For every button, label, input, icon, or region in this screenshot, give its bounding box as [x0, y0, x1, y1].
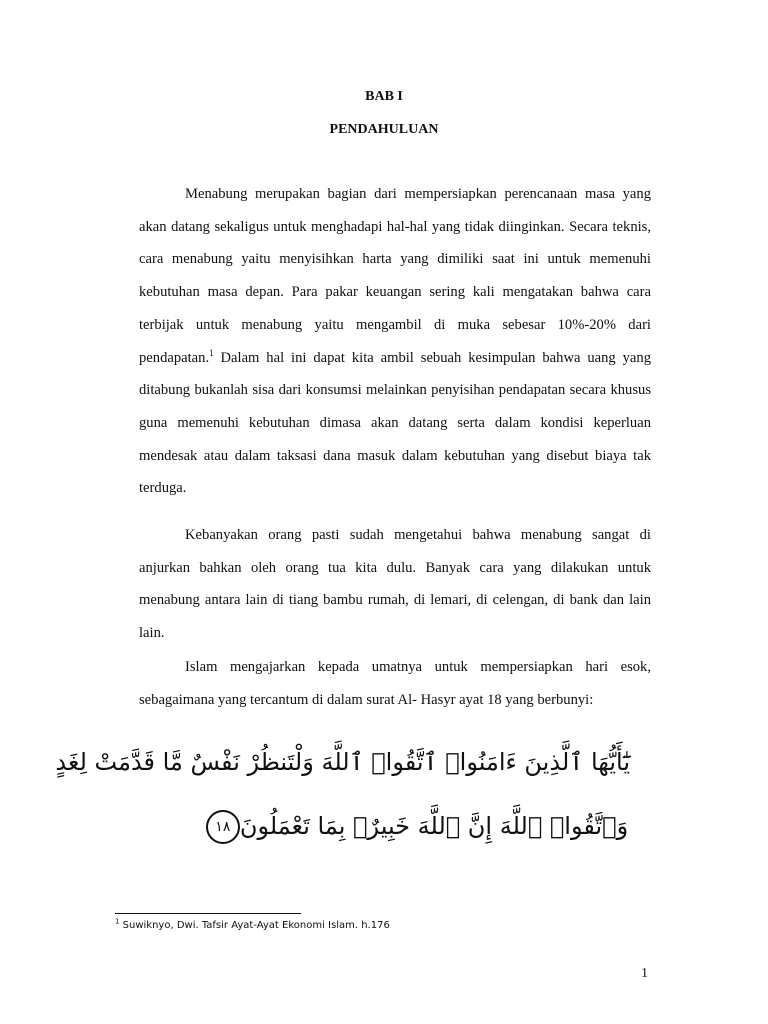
paragraph-1 — [139, 178, 651, 505]
footnote — [115, 917, 390, 931]
paragraph-2 — [139, 519, 651, 650]
chapter-title: PENDAHULUAN — [329, 122, 439, 137]
footnote-text: Suwiknyo, Dwi. Tafsir Ayat-Ayat Ekonomi Islam. h.176 — [119, 920, 390, 931]
chapter-label: BAB I — [365, 89, 403, 104]
verse-line-2 — [200, 810, 630, 844]
paragraph-2-text: Kebanyakan orang pasti sudah mengetahui bahwa menabung sangat di anjurkan bahkan oleh orang tua kita dulu. Banyak cara yang dilakukan untuk menabung antara lain di tiang bambu rumah, di lemari, di celengan, di bank dan lain lain. — [139, 527, 651, 642]
ayah-number-mark: ١٨ — [206, 810, 240, 844]
footnote-divider — [115, 913, 301, 914]
footnote-marker: 1 — [115, 917, 120, 926]
verse-line-2-text: وَٱتَّقُوا۟ ٱللَّهَ إِنَّ ٱللَّهَ خَبِيرٌۢ بِمَا تَعْمَلُونَ — [239, 812, 629, 840]
footnote-reference[interactable]: 1 — [209, 347, 214, 358]
paragraph-3-text: Islam mengajarkan kepada umatnya untuk mempersiapkan hari esok, sebagaimana yang tercantum di dalam surat Al- Hasyr ayat 18 yang berbunyi: — [139, 659, 651, 708]
page-number: 1 — [641, 966, 648, 981]
paragraph-1-text-b: Dalam hal ini dapat kita ambil sebuah kesimpulan bahwa uang yang ditabung bukanlah sisa dari konsumsi melainkan penyisihan pendapatan secara khusus guna memenuhi kebutuhan dimasa akan datang serta dalam kondisi keperluan mendesak atau dalam taksasi dana masuk dalam kebutuhan yang disebut biaya tak terduga. — [139, 349, 651, 497]
verse-line-1: يَٰٓأَيُّهَا ٱلَّذِينَ ءَامَنُوا۟ ٱتَّقُوا۟ ٱللَّهَ وَلْتَنظُرْ نَفْسٌ مَّا قَدَّمَتْ لِغَدٍ — [55, 748, 630, 776]
paragraph-3 — [139, 651, 651, 716]
paragraph-1-text-a: Menabung merupakan bagian dari mempersiapkan perencanaan masa yang akan datang sekaligus untuk menghadapi hal-hal yang tidak diinginkan. Secara teknis, cara menabung yaitu menyisihkan harta yang dimiliki saat ini untuk memenuhi kebutuhan masa depan. Para pakar keuangan sering kali mengatakan bahwa cara terbijak untuk menabung yaitu mengambil di muka sebesar 10%-20% dari pendapatan. — [139, 186, 651, 366]
